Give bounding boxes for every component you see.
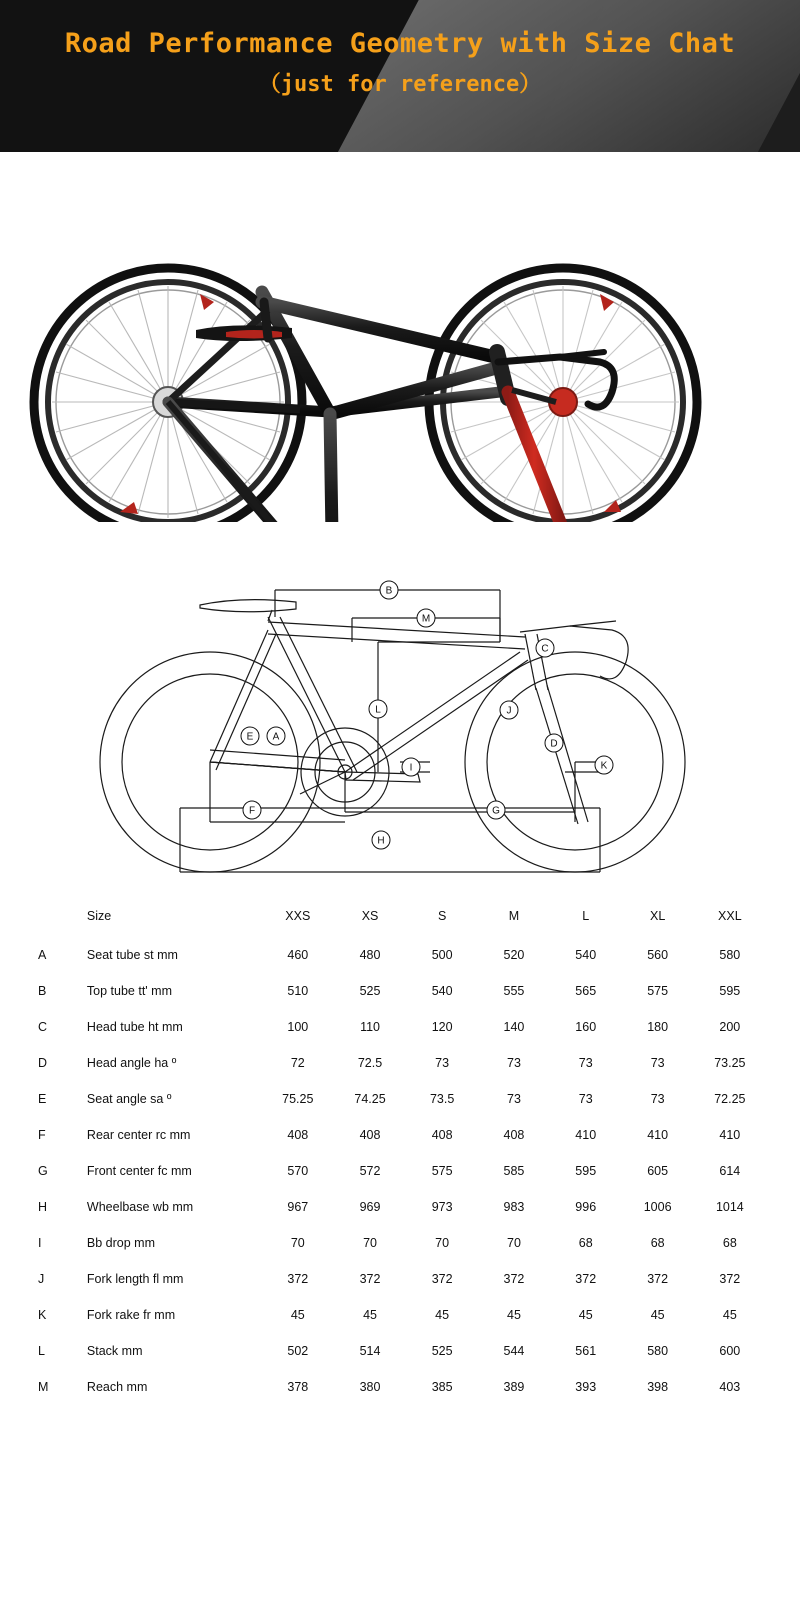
row-value: 380	[359, 1380, 381, 1394]
header-size-xs: XS	[361, 909, 379, 923]
row-value: 68	[578, 1236, 593, 1250]
row-value: 70	[435, 1236, 450, 1250]
row-value: 45	[507, 1308, 521, 1322]
row-label: Seat tube st mm	[86, 948, 178, 962]
svg-text:C: C	[541, 643, 549, 655]
row-value: 68	[722, 1236, 737, 1250]
svg-text:H: H	[377, 835, 385, 847]
table-row	[34, 1153, 766, 1189]
row-value: 378	[287, 1380, 309, 1394]
row-value: 575	[647, 984, 669, 998]
row-value: 398	[647, 1380, 669, 1394]
row-label: Rear center rc mm	[86, 1128, 191, 1142]
row-value: 1014	[715, 1200, 744, 1214]
row-value: 389	[503, 1380, 525, 1394]
row-value: 996	[575, 1200, 597, 1214]
row-value: 70	[507, 1236, 521, 1250]
row-value: 500	[431, 948, 453, 962]
row-value: 525	[431, 1344, 453, 1358]
header-size-xxs: XXS	[285, 909, 311, 923]
row-value: 45	[722, 1308, 737, 1322]
table-row	[34, 1117, 766, 1153]
row-value: 200	[719, 1020, 741, 1034]
table-row	[34, 1081, 766, 1117]
row-label: Stack mm	[86, 1344, 143, 1358]
row-value: 525	[359, 984, 381, 998]
row-value: 372	[503, 1272, 525, 1286]
header-code-col	[34, 898, 73, 937]
table-header-row	[34, 898, 766, 937]
row-value: 544	[503, 1344, 525, 1358]
row-value: 410	[647, 1128, 669, 1142]
row-value: 575	[431, 1164, 453, 1178]
row-value: 614	[719, 1164, 741, 1178]
svg-text:J: J	[506, 705, 512, 717]
row-label: Fork length fl mm	[86, 1272, 184, 1286]
row-value: 75.25	[282, 1092, 314, 1106]
table-row	[34, 1297, 766, 1333]
row-code: E	[38, 1092, 47, 1106]
row-value: 45	[363, 1308, 377, 1322]
row-value: 983	[503, 1200, 525, 1214]
row-value: 73	[507, 1092, 521, 1106]
row-value: 72	[290, 1056, 305, 1070]
header-banner	[0, 0, 800, 152]
row-label: Bb drop mm	[86, 1236, 156, 1250]
row-value: 372	[575, 1272, 597, 1286]
row-value: 540	[575, 948, 597, 962]
table-row	[34, 973, 766, 1009]
row-value: 410	[575, 1128, 597, 1142]
row-value: 372	[647, 1272, 669, 1286]
row-value: 480	[359, 948, 381, 962]
row-code: C	[38, 1020, 48, 1034]
page-title: Road Performance Geometry with Size Chat	[64, 28, 736, 59]
row-value: 385	[431, 1380, 453, 1394]
page-subtitle: （just for reference）	[258, 72, 542, 97]
row-code: H	[38, 1200, 48, 1214]
row-value: 580	[719, 948, 741, 962]
row-code: M	[38, 1380, 49, 1394]
row-value: 514	[359, 1344, 381, 1358]
row-value: 73	[435, 1056, 450, 1070]
row-value: 45	[578, 1308, 593, 1322]
table-row	[34, 1225, 766, 1261]
row-code: A	[38, 948, 47, 962]
svg-text:L: L	[375, 704, 381, 716]
row-code: D	[38, 1056, 48, 1070]
row-value: 70	[290, 1236, 305, 1250]
row-value: 160	[575, 1020, 597, 1034]
row-label: Seat angle sa º	[86, 1092, 172, 1106]
header-size-xl: XL	[650, 909, 666, 923]
geometry-diagram	[0, 522, 800, 892]
row-value: 73.25	[714, 1056, 746, 1070]
row-code: J	[38, 1272, 45, 1286]
row-value: 403	[719, 1380, 741, 1394]
row-label: Front center fc mm	[86, 1164, 192, 1178]
row-value: 502	[287, 1344, 309, 1358]
row-value: 110	[360, 1020, 380, 1034]
geometry-table	[34, 898, 766, 1405]
row-value: 73	[578, 1092, 593, 1106]
row-value: 45	[290, 1308, 305, 1322]
row-label: Wheelbase wb mm	[86, 1200, 194, 1214]
header-size-s: S	[437, 909, 447, 923]
row-value: 68	[650, 1236, 665, 1250]
row-value: 585	[503, 1164, 525, 1178]
row-code: F	[38, 1128, 46, 1142]
row-value: 600	[719, 1344, 741, 1358]
row-value: 72.25	[714, 1092, 746, 1106]
table-row	[34, 1009, 766, 1045]
row-value: 460	[287, 948, 309, 962]
row-value: 969	[359, 1200, 381, 1214]
row-value: 408	[503, 1128, 525, 1142]
row-value: 372	[431, 1272, 453, 1286]
row-value: 510	[287, 984, 309, 998]
row-value: 520	[503, 948, 525, 962]
row-value: 565	[575, 984, 597, 998]
row-value: 120	[431, 1020, 453, 1034]
row-value: 410	[719, 1128, 741, 1142]
row-value: 595	[575, 1164, 597, 1178]
svg-text:I: I	[409, 762, 413, 774]
row-code: L	[38, 1344, 45, 1358]
row-value: 555	[503, 984, 525, 998]
row-value: 140	[503, 1020, 525, 1034]
row-value: 408	[287, 1128, 309, 1142]
row-label: Reach mm	[86, 1380, 148, 1394]
table-row	[34, 937, 766, 973]
svg-text:B: B	[385, 585, 393, 597]
row-value: 45	[650, 1308, 665, 1322]
svg-text:F: F	[248, 805, 256, 817]
row-value: 372	[719, 1272, 741, 1286]
header-size-xxl: XXL	[718, 909, 742, 923]
row-value: 560	[647, 948, 669, 962]
row-value: 570	[287, 1164, 309, 1178]
row-value: 70	[363, 1236, 377, 1250]
row-value: 372	[359, 1272, 381, 1286]
row-value: 580	[647, 1344, 669, 1358]
svg-text:E: E	[246, 731, 254, 743]
row-value: 73	[578, 1056, 593, 1070]
row-label: Fork rake fr mm	[86, 1308, 176, 1322]
table-row	[34, 1045, 766, 1081]
row-value: 74.25	[354, 1092, 386, 1106]
svg-text:D: D	[550, 738, 558, 750]
row-value: 180	[647, 1020, 669, 1034]
row-value: 973	[431, 1200, 453, 1214]
row-value: 408	[359, 1128, 381, 1142]
table-row	[34, 1189, 766, 1225]
row-value: 72.5	[357, 1056, 383, 1070]
svg-text:K: K	[600, 760, 608, 772]
table-row	[34, 1369, 766, 1405]
row-value: 45	[435, 1308, 450, 1322]
row-value: 605	[647, 1164, 669, 1178]
row-label: Head angle ha º	[86, 1056, 177, 1070]
table-row	[34, 1261, 766, 1297]
bike-photo	[0, 152, 800, 522]
row-value: 572	[359, 1164, 381, 1178]
header-size-l: L	[582, 909, 590, 923]
row-value: 372	[287, 1272, 309, 1286]
row-value: 73	[507, 1056, 521, 1070]
svg-text:G: G	[492, 805, 500, 817]
row-value: 595	[719, 984, 741, 998]
row-code: G	[38, 1164, 48, 1178]
svg-text:M: M	[421, 613, 431, 625]
row-value: 100	[287, 1020, 309, 1034]
row-value: 73.5	[429, 1092, 455, 1106]
svg-text:A: A	[272, 731, 280, 743]
row-value: 561	[575, 1344, 597, 1358]
row-value: 73	[650, 1092, 665, 1106]
row-label: Top tube tt' mm	[86, 984, 172, 998]
row-value: 408	[431, 1128, 453, 1142]
header-size-m: M	[508, 909, 520, 923]
geometry-table-wrap	[0, 892, 800, 1431]
row-value: 967	[287, 1200, 309, 1214]
header-size: Size	[86, 909, 112, 923]
row-value: 73	[650, 1056, 665, 1070]
row-value: 540	[431, 984, 453, 998]
row-value: 393	[575, 1380, 597, 1394]
row-code: I	[38, 1236, 42, 1250]
row-value: 1006	[643, 1200, 672, 1214]
row-label: Head tube ht mm	[86, 1020, 183, 1034]
row-code: K	[38, 1308, 47, 1322]
row-code: B	[38, 984, 47, 998]
table-row	[34, 1333, 766, 1369]
